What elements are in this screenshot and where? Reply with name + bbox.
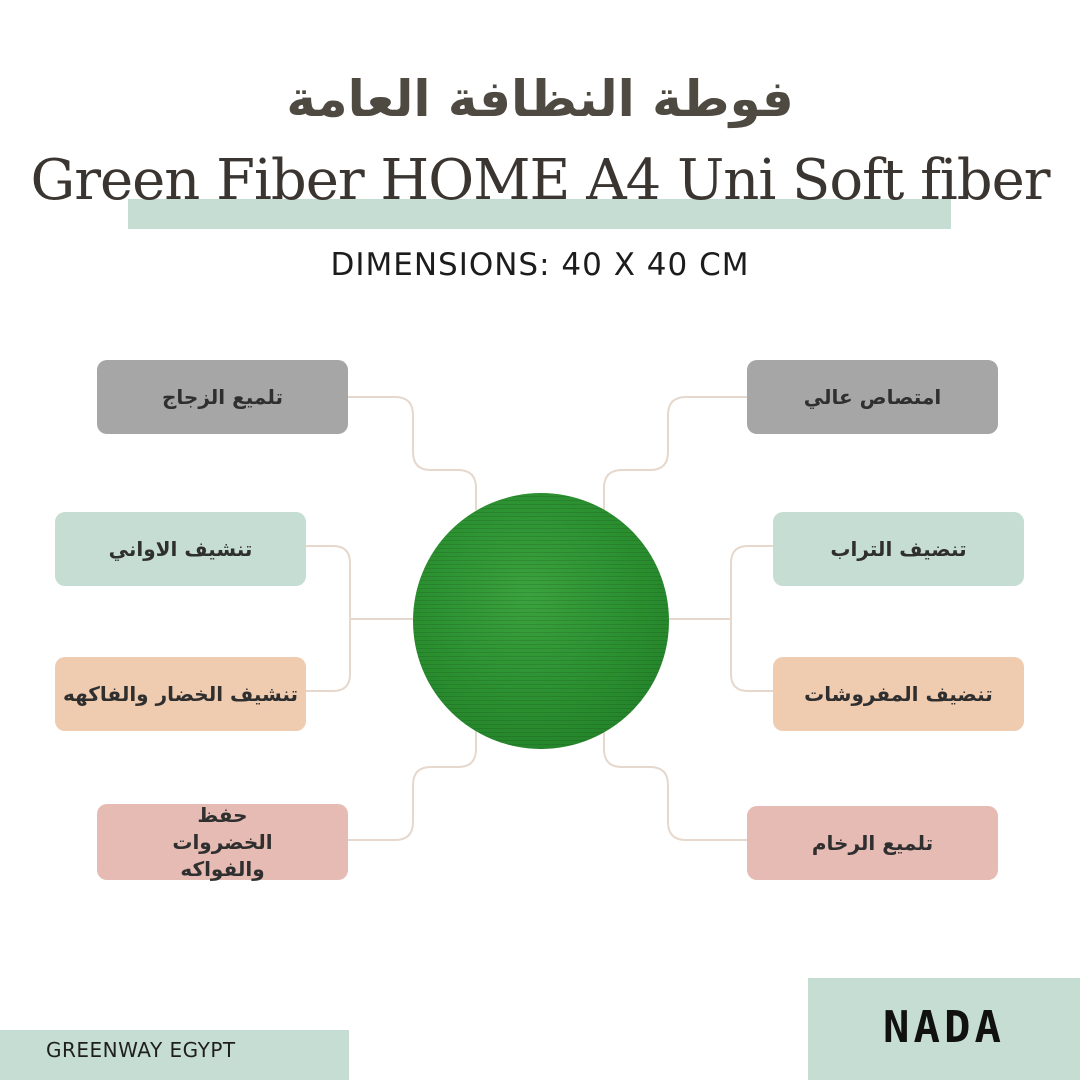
brand-name: GREENWAY EGYPT xyxy=(46,1038,236,1062)
feature-label: حفظ الخضروات والفواكه xyxy=(172,802,273,881)
microfiber-cloth-image xyxy=(413,493,669,749)
feature-high-absorption xyxy=(747,360,998,434)
feature-label: تلميع الزجاج xyxy=(162,384,284,409)
feature-glass-polish xyxy=(97,360,348,434)
dimensions-label: DIMENSIONS: 40 X 40 CM xyxy=(330,247,750,283)
feature-produce-drying xyxy=(55,657,306,731)
feature-dish-drying xyxy=(55,512,306,586)
feature-upholstery-cleaning xyxy=(773,657,1024,731)
feature-produce-storage xyxy=(97,804,348,880)
feature-label: تنشيف الخضار والفاكهه xyxy=(62,681,299,706)
feature-label: تنضيف التراب xyxy=(830,536,967,561)
product-subtitle: Green Fiber HOME A4 Uni Soft fiber xyxy=(30,148,1050,213)
feature-label: تلميع الرخام xyxy=(811,830,934,855)
feature-marble-polish xyxy=(747,806,998,880)
signature-text: NADA xyxy=(883,1002,1005,1053)
feature-label: تنشيف الاواني xyxy=(108,536,253,561)
feature-label: تنضيف المفروشات xyxy=(804,681,993,706)
page-title-arabic: فوطة النظافة العامة xyxy=(286,70,794,128)
feature-dust-cleaning xyxy=(773,512,1024,586)
feature-label: امتصاص عالي xyxy=(803,384,942,409)
